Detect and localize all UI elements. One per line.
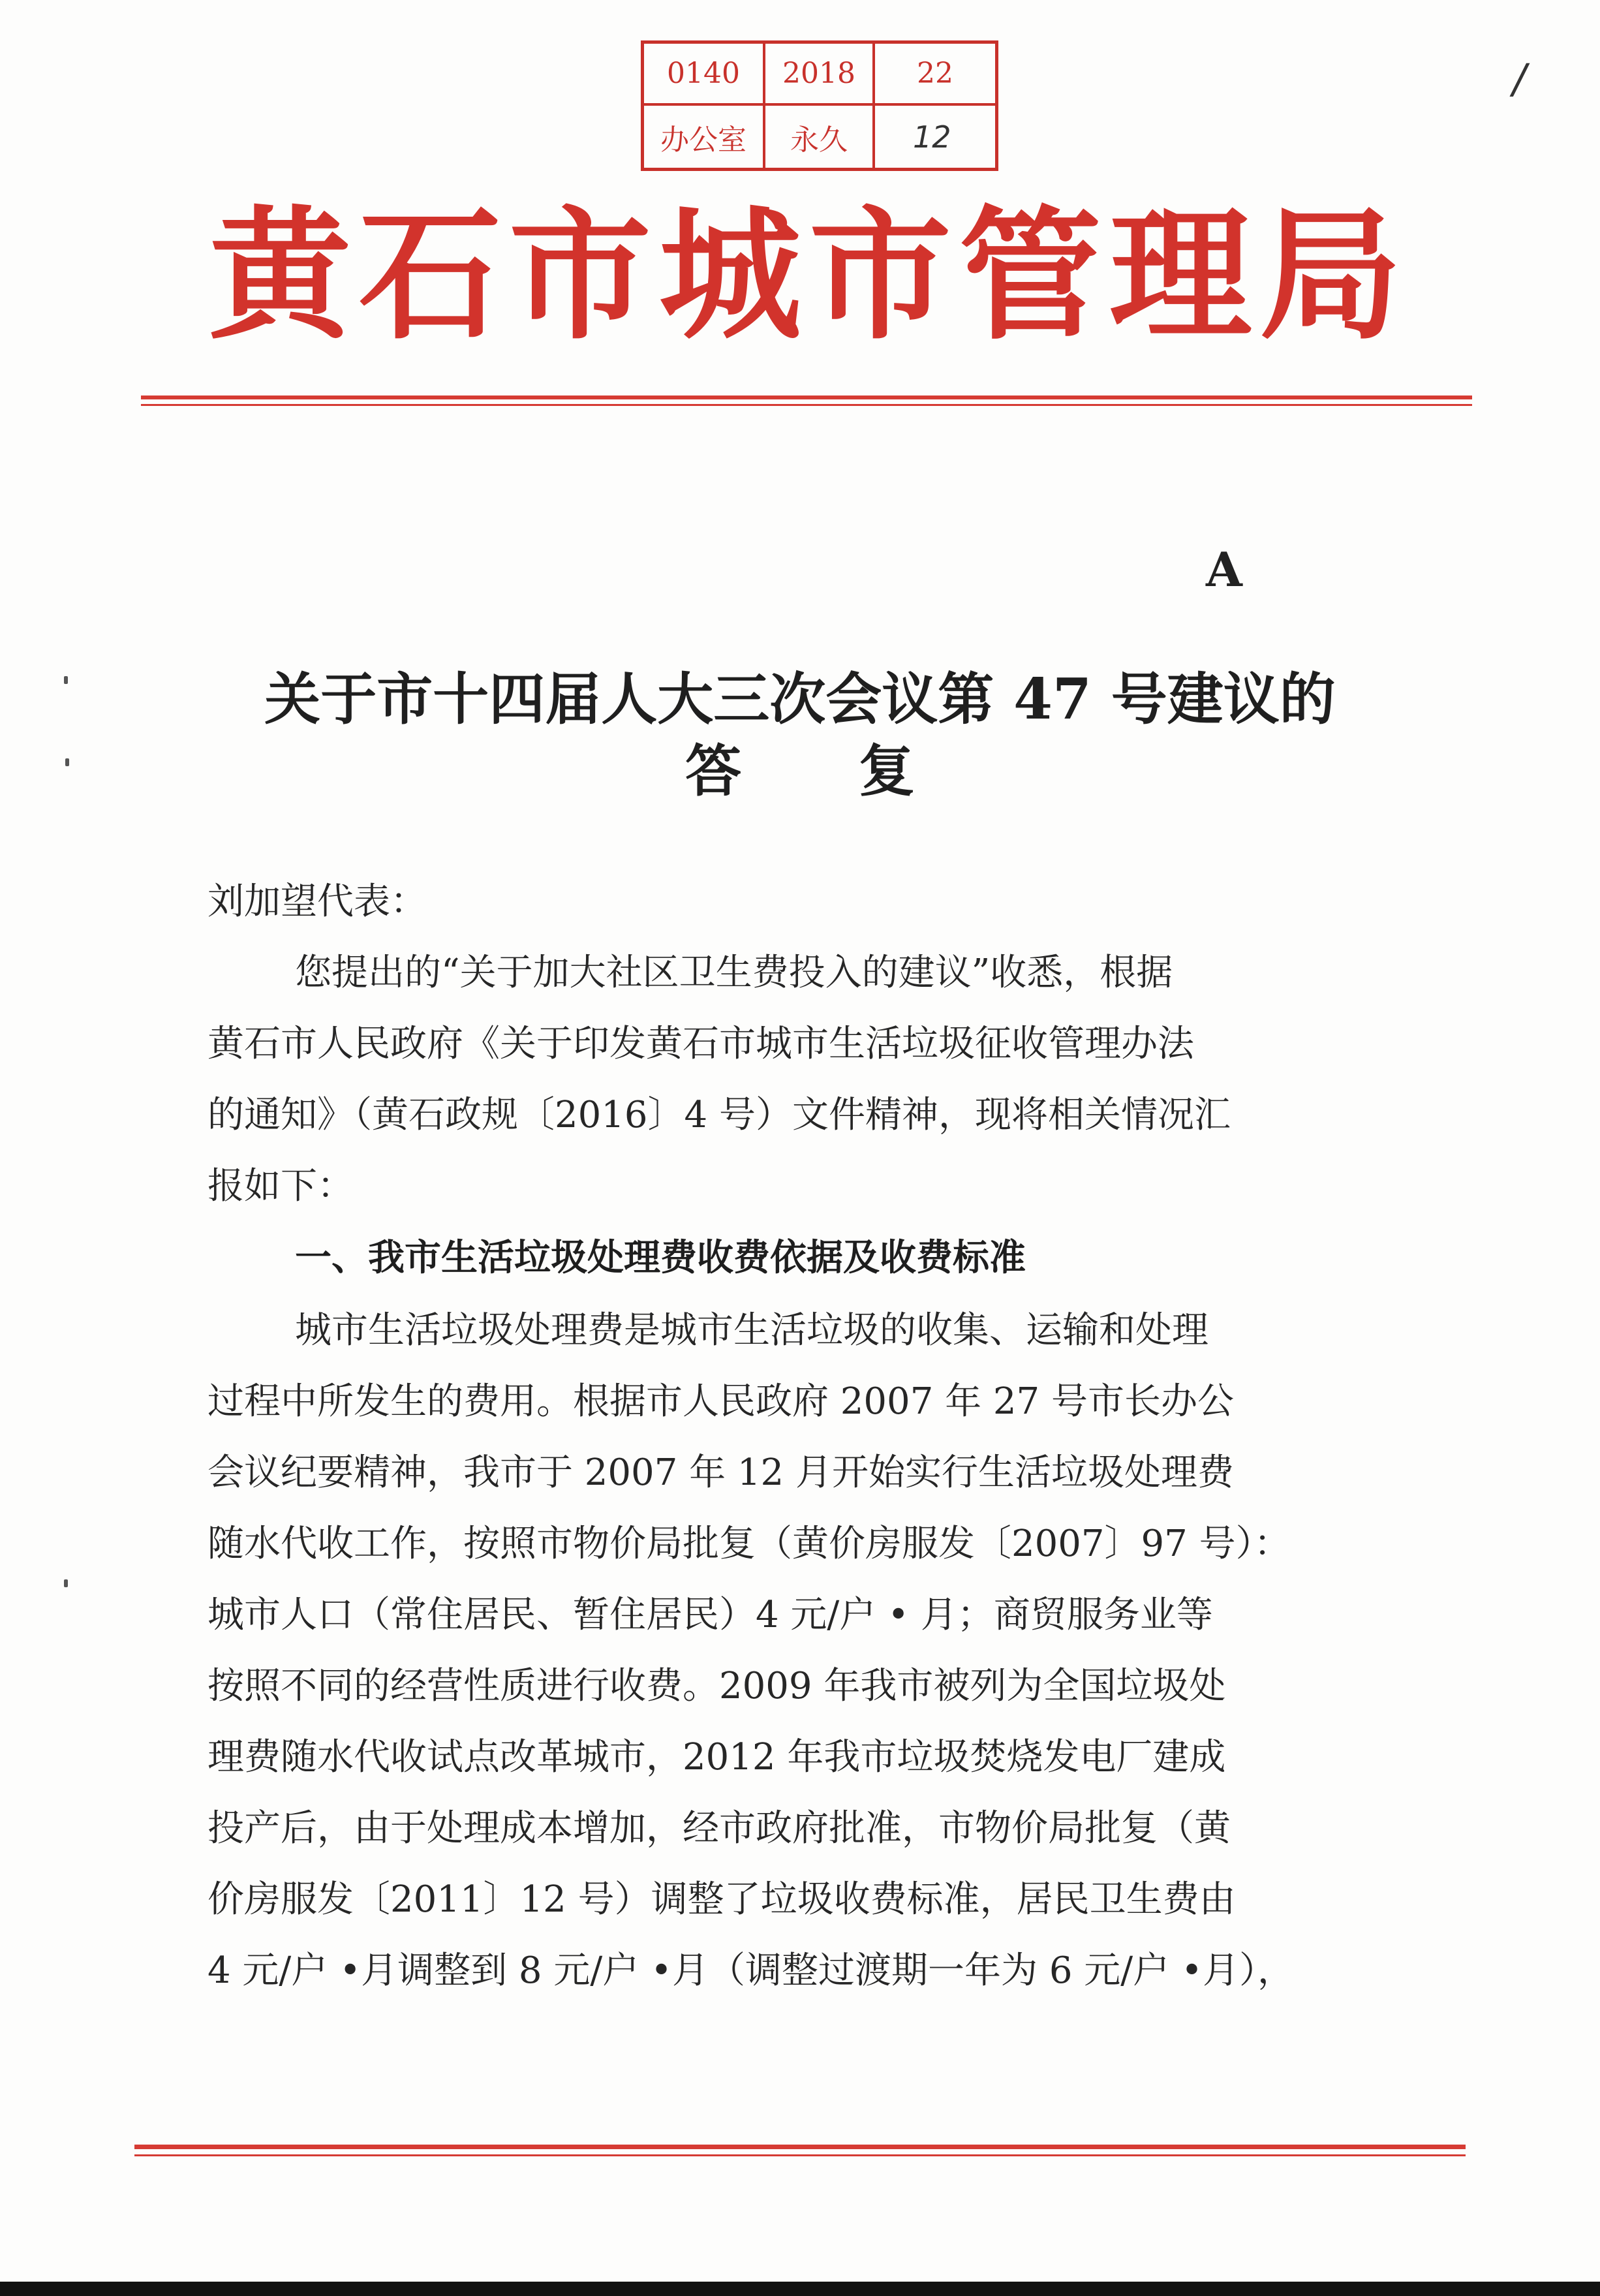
section-body-line: 会议纪要精神，我市于 2007 年 12 月开始实行生活垃圾处理费 — [208, 1451, 1234, 1494]
paragraph-line: 报如下： — [208, 1165, 354, 1207]
paragraph-line: 您提出的“关于加大社区卫生费投入的建议”收悉，根据 — [295, 952, 1173, 994]
section-body-line: 4 元/户 •月调整到 8 元/户 •月（调整过渡期一年为 6 元/户 •月）， — [208, 1949, 1294, 1992]
stamp-cell-retention: 永久 — [765, 106, 875, 168]
paragraph-line: 黄石市人民政府《关于印发黄石市城市生活垃圾征收管理办法 — [208, 1023, 1194, 1065]
section-body-line: 理费随水代收试点改革城市，2012 年我市垃圾焚烧发电厂建成 — [208, 1736, 1226, 1778]
stamp-cell-code: 0140 — [644, 44, 765, 106]
stamp-cell-item-number: 12 — [913, 119, 951, 155]
scan-bottom-edge — [0, 2282, 1600, 2296]
section-body-line: 随水代收工作，按照市物价局批复（黄价房服发〔2007〕97 号）： — [208, 1523, 1291, 1565]
section-body-line: 投产后，由于处理成本增加，经市政府批准，市物价局批复（黄 — [208, 1807, 1231, 1850]
section-body-line: 价房服发〔2011〕12 号）调整了垃圾收费标准，居民卫生费由 — [208, 1878, 1236, 1921]
binding-hole-mark — [64, 676, 68, 684]
binding-hole-mark — [64, 1579, 68, 1587]
section-body-line: 城市人口（常住居民、暂住居民）4 元/户 • 月；商贸服务业等 — [208, 1594, 1213, 1636]
header-rule-thick — [141, 396, 1472, 399]
handwritten-page-number: / — [1513, 55, 1526, 102]
archive-stamp — [641, 40, 998, 171]
section-body-line: 城市生活垃圾处理费是城市生活垃圾的收集、运输和处理 — [295, 1309, 1208, 1352]
organization-header: 黄石市城市管理局 — [209, 192, 1409, 359]
stamp-cell-volume: 22 — [875, 44, 995, 106]
section-heading: 一、我市生活垃圾处理费收费依据及收费标准 — [295, 1237, 1026, 1279]
footer-rule-thin — [134, 2154, 1466, 2156]
stamp-cell-department: 办公室 — [644, 106, 765, 168]
section-body-line: 按照不同的经营性质进行收费。2009 年我市被列为全国垃圾处 — [208, 1665, 1226, 1707]
header-rule-thin — [141, 404, 1472, 406]
grade-mark: A — [1206, 542, 1242, 597]
stamp-cell-year: 2018 — [765, 44, 875, 106]
section-body-line: 过程中所发生的费用。根据市人民政府 2007 年 27 号市长办公 — [208, 1380, 1234, 1423]
footer-rule-thick — [134, 2145, 1466, 2149]
salutation: 刘加望代表： — [208, 880, 427, 923]
document-title-line-1: 关于市十四届人大三次会议第 47 号建议的 — [264, 666, 1336, 732]
binding-hole-mark — [65, 758, 69, 766]
document-title-line-2: 答 复 — [685, 738, 915, 804]
paragraph-line: 的通知》（黄石政规〔2016〕4 号）文件精神，现将相关情况汇 — [208, 1094, 1231, 1136]
